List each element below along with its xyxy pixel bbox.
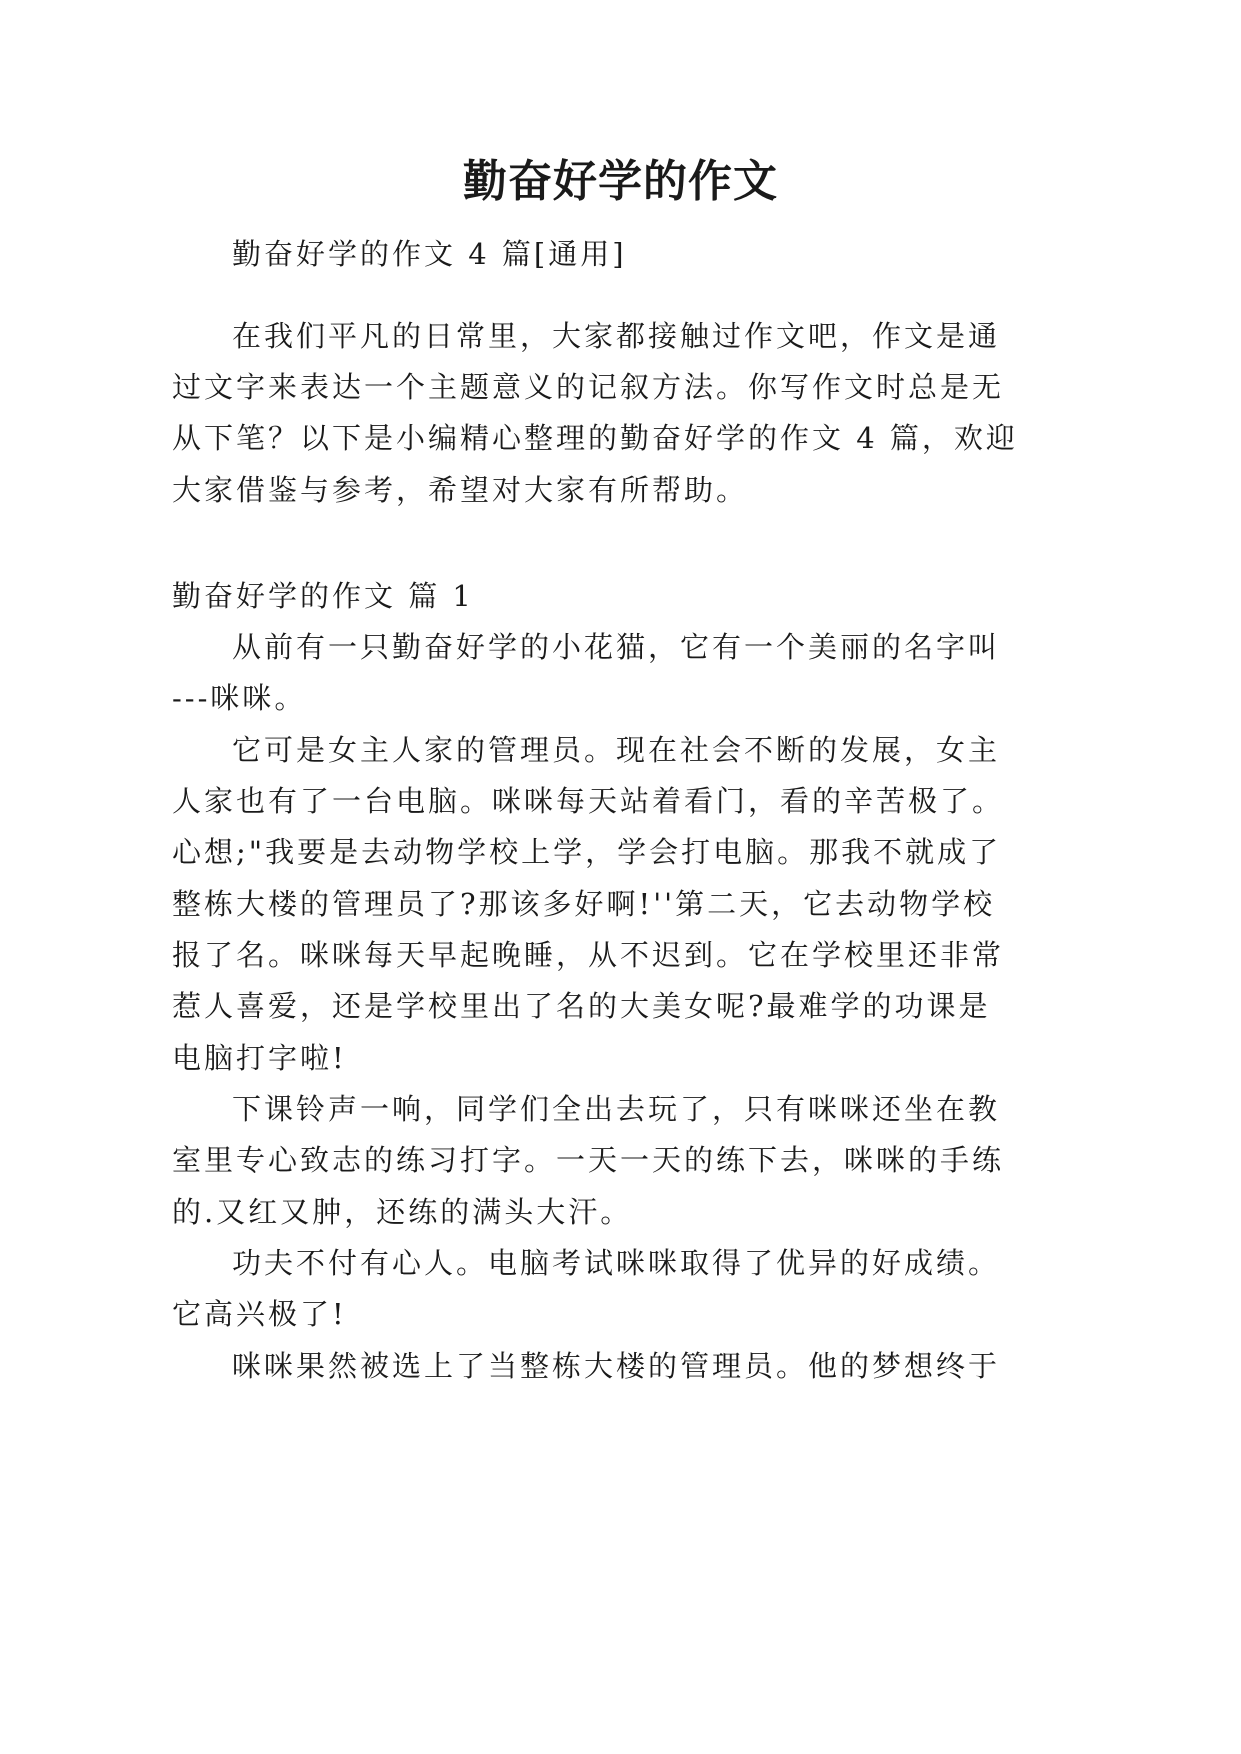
body-line: ---咪咪。: [172, 681, 307, 715]
section-heading: 勤奋好学的作文 篇 1: [172, 579, 474, 613]
body-line: 室里专心致志的练习打字。一天一天的练下去，咪咪的手练: [172, 1143, 1005, 1177]
body-line: 咪咪果然被选上了当整栋大楼的管理员。他的梦想终于: [232, 1349, 1001, 1383]
body-line: 心想;"我要是去动物学校上学，学会打电脑。那我不就成了: [172, 835, 1002, 869]
body-line: 报了名。咪咪每天早起晚睡，从不迟到。它在学校里还非常: [172, 938, 1005, 972]
body-line: 人家也有了一台电脑。咪咪每天站着看门，看的辛苦极了。: [172, 784, 1005, 818]
body-line: 从前有一只勤奋好学的小花猫，它有一个美丽的名字叫: [232, 630, 1001, 664]
body-line: 它可是女主人家的管理员。现在社会不断的发展，女主: [232, 733, 1001, 767]
subtitle-line: 勤奋好学的作文 4 篇[通用]: [232, 237, 627, 271]
intro-line: 大家借鉴与参考，希望对大家有所帮助。: [172, 473, 749, 507]
body-line: 整栋大楼的管理员了?那该多好啊!''第二天，它去动物学校: [172, 887, 996, 921]
intro-line: 在我们平凡的日常里，大家都接触过作文吧，作文是通: [232, 319, 1001, 353]
body-line: 的.又红又肿，还练的满头大汗。: [172, 1195, 633, 1229]
body-line: 下课铃声一响，同学们全出去玩了，只有咪咪还坐在教: [232, 1092, 1001, 1126]
intro-line: 过文字来表达一个主题意义的记叙方法。你写作文时总是无: [172, 370, 1005, 404]
body-line: 电脑打字啦!: [172, 1041, 347, 1075]
body-line: 惹人喜爱，还是学校里出了名的大美女呢?最难学的功课是: [172, 989, 991, 1023]
body-line: 功夫不付有心人。电脑考试咪咪取得了优异的好成绩。: [232, 1246, 1001, 1280]
intro-line: 从下笔？以下是小编精心整理的勤奋好学的作文 4 篇，欢迎: [172, 421, 1018, 455]
document-title: 勤奋好学的作文: [463, 156, 778, 207]
body-line: 它高兴极了!: [172, 1297, 347, 1331]
